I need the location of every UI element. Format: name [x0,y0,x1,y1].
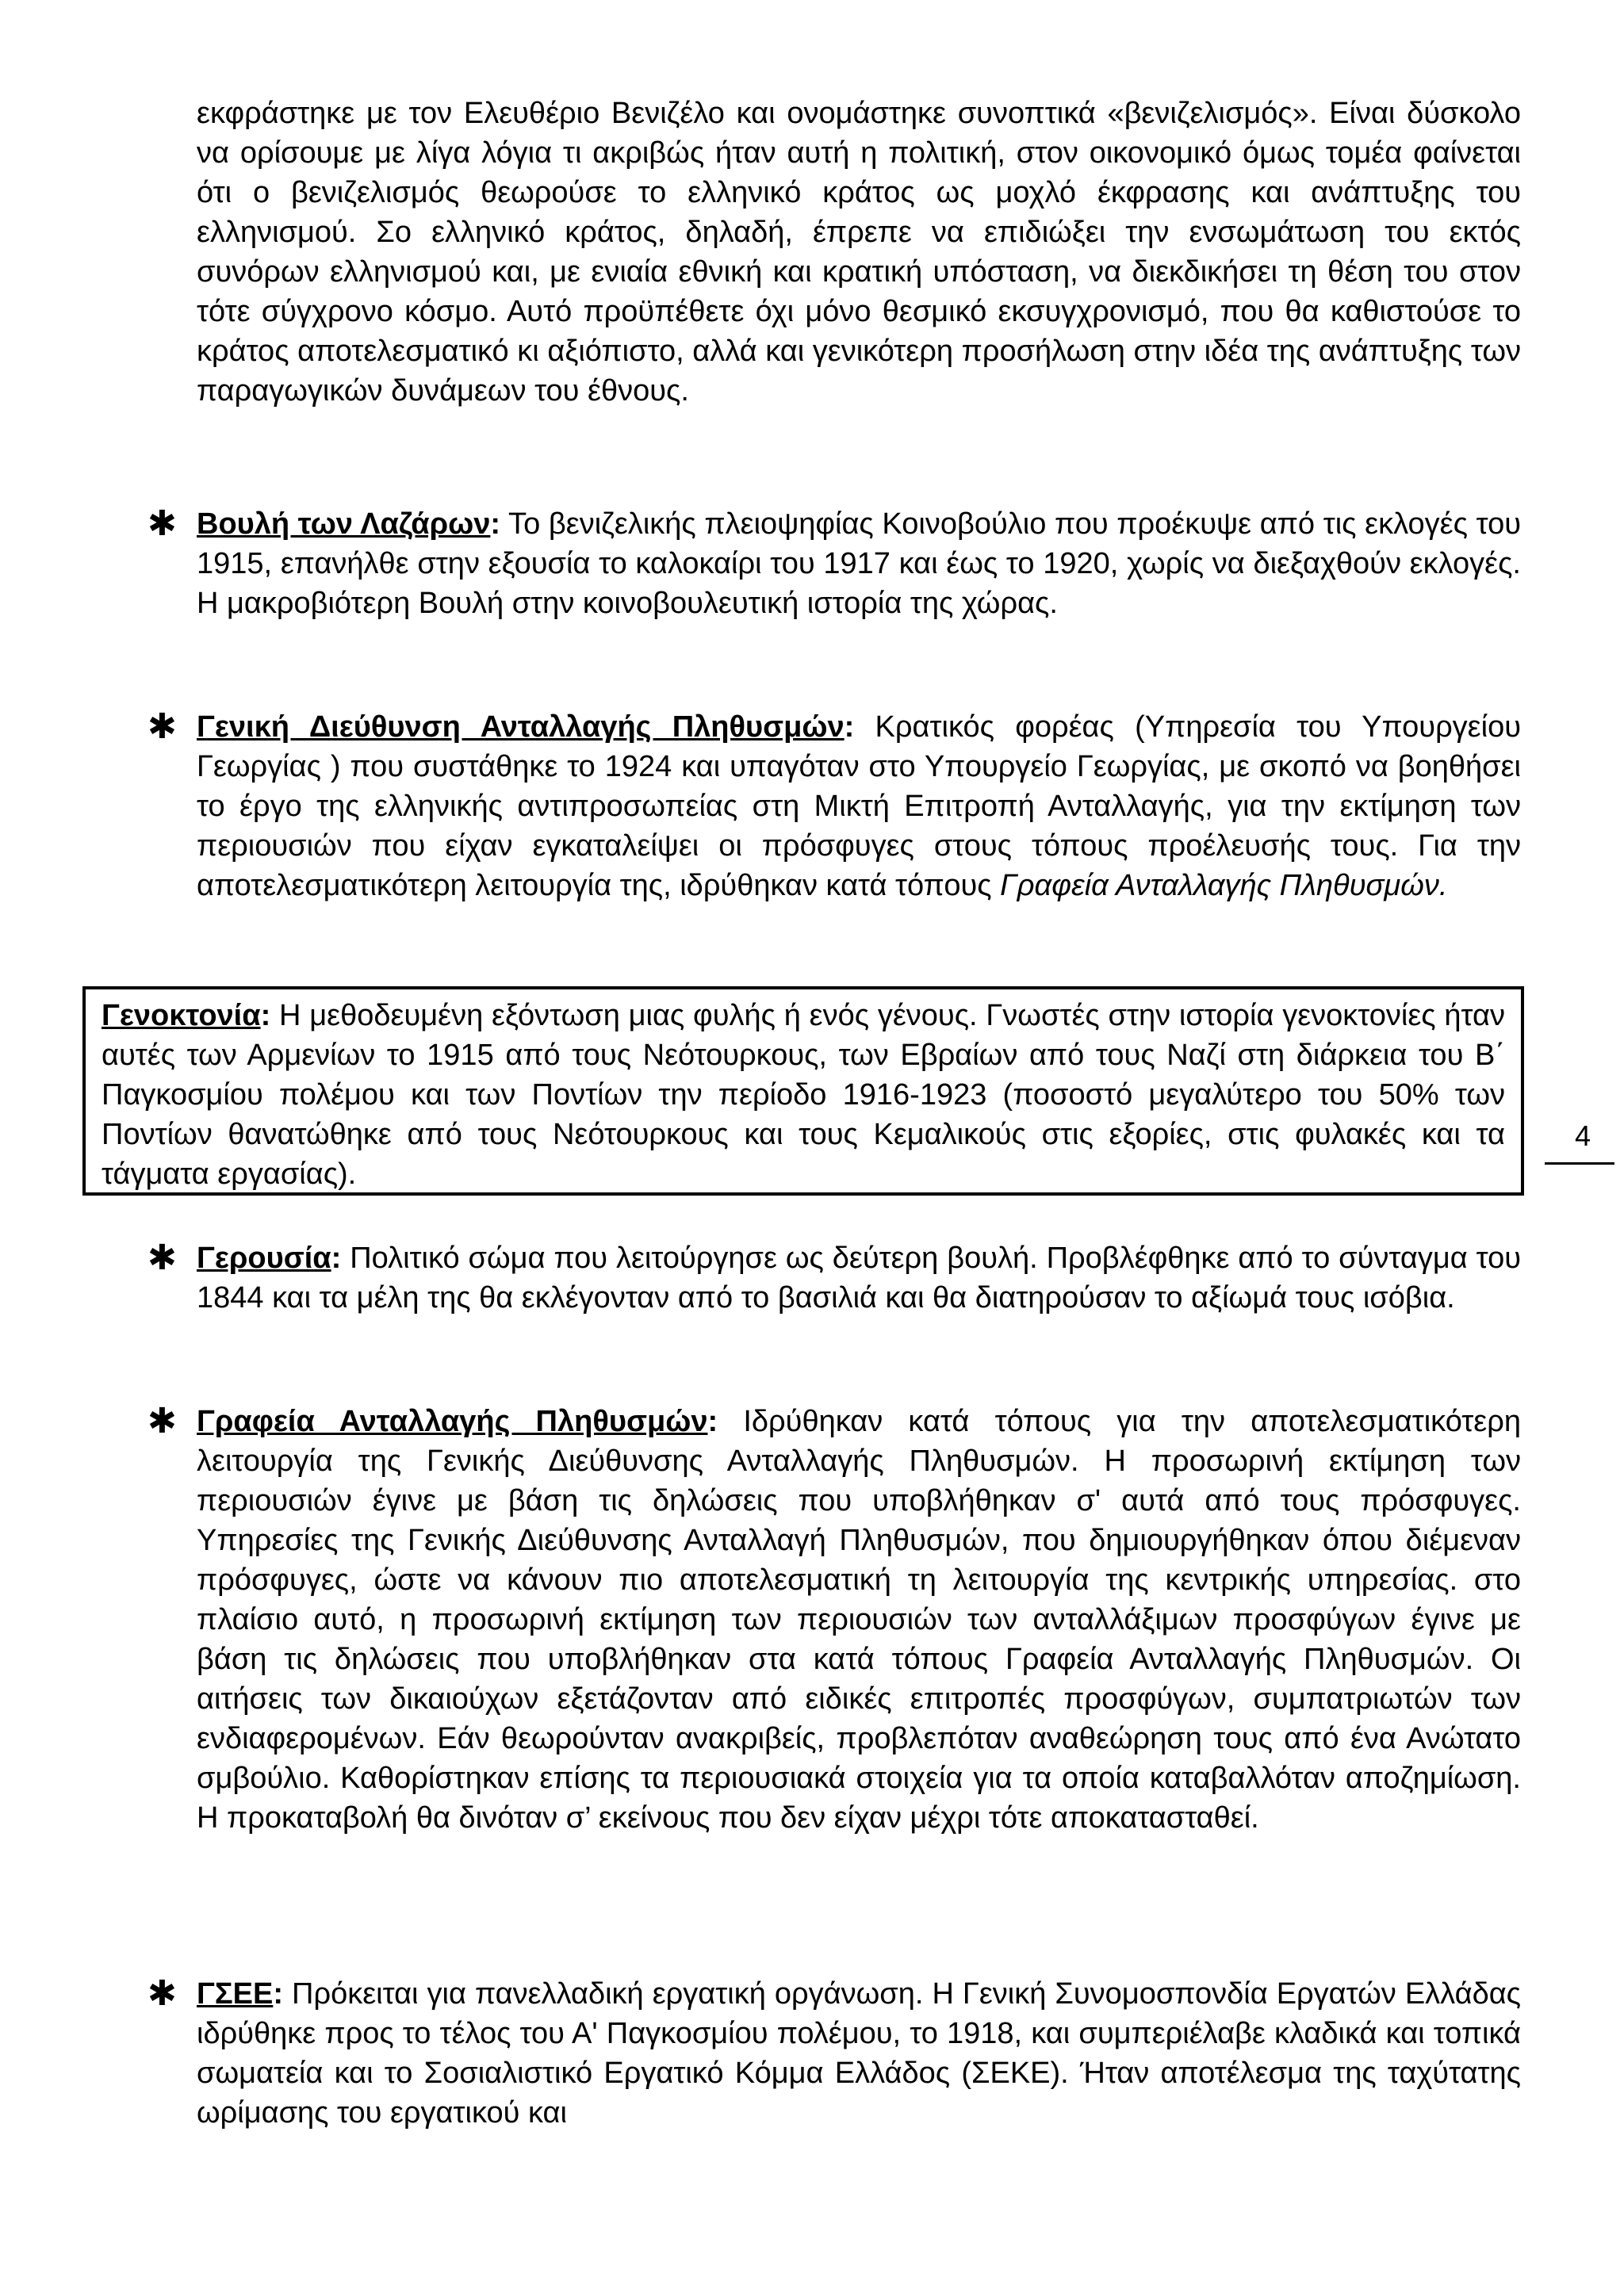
page-number-rule [1545,1162,1614,1165]
entry-term: Βουλή των Λαζάρων [197,507,491,541]
entry-term: Γενική Διεύθυνση Ανταλλαγής Πληθυσμών [197,710,845,744]
entry-definition: Πρόκειται για πανελλαδική εργατική οργάνωση. Η Γενική Συνομοσπονδία Εργατών Ελλάδας ιδρύθηκε προς το τέλος του Α' Παγκοσμίου πολέμου, το 1918, και συμπεριέλαβε κλαδικά και τοπικά σωματεία και το Σοσιαλιστικό Εργατικό Κόμμα Ελλάδος (ΣΕΚΕ). Ήταν αποτέλεσμα της ταχύτατης ωρίμασης του εργατικού και [197,1977,1521,2130]
asterisk-bullet-icon: ✱ [147,1238,177,1277]
genocide-definition-box [82,986,1524,1196]
entry-body [197,1238,1521,1318]
entry-body [197,1402,1521,1838]
intro-paragraph: εκφράστηκε με τον Ελευθέριο Βενιζέλο και ονομάστηκε συνοπτικά «βενιζελισμός». Είναι δύσκολο να ορίσουμε με λίγα λόγια τι ακριβώς ήταν αυτή η πολιτική, στον οικονομικό όμως τομέα φαίνεται ότι ο βενιζελισμός θεωρούσε το ελληνικό κράτος ως μοχλό έκφρασης και ανάπτυξης του ελληνισμού. Σο ελληνικό κράτος, δηλαδή, έπρεπε να επιδιώξει την ενσωμάτωση του εκτός συνόρων ελληνισμού και, με ενιαία εθνική και κρατική υπόσταση, να διεκδικήσει τη θέση του στον τότε σύγχρονο κόσμο. Αυτό προϋπέθετε όχι μόνο θεσμικό εκσυγχρονισμό, που θα καθιστούσε το κράτος αποτελεσματικό κι αξιόπιστο, αλλά και γενικότερη προσήλωση στην ιδέα της ανάπτυξης των παραγωγικών δυνάμεων του έθνους. [197,97,1521,408]
entry-colon: : [273,1977,283,2011]
entry-vouli-ton-lazaron [147,504,1521,623]
entry-colon: : [490,507,501,541]
box-term: Γενοκτονία [102,999,261,1032]
entry-body [197,1974,1521,2133]
entry-term: Γερουσία [197,1242,331,1275]
asterisk-bullet-icon: ✱ [147,1974,177,2013]
entry-grafeia-antallagis [147,1402,1521,1838]
box-colon: : [260,999,271,1032]
entry-body [197,504,1521,623]
entry-geniki-diefthynsi [147,707,1521,905]
entry-definition: Το βενιζελικής πλειοψηφίας Κοινοβούλιο που προέκυψε από τις εκλογές του 1915, επανήλθε στην εξουσία το καλοκαίρι του 1917 και έως το 1920, χωρίς να διεξαχθούν εκλογές. Η μακροβιότερη Βουλή στην κοινοβουλευτική ιστορία της χώρας. [197,507,1521,620]
entry-colon: : [844,710,855,744]
asterisk-bullet-icon: ✱ [147,1402,177,1441]
entry-definition: Ιδρύθηκαν κατά τόπους για την αποτελεσματικότερη λειτουργία της Γενικής Διεύθυνσης Ανταλλαγής Πληθυσμών. Η προσωρινή εκτίμηση των περιουσιών έγινε με βάση τις δηλώσεις που υποβλήθηκαν σ' αυτά από τους πρόσφυγες. Υπηρεσίες της Γενικής Διεύθυνσης Ανταλλαγή Πληθυσμών, που δημιουργήθηκαν όπου διέμεναν πρόσφυγες, ώστε να κάνουν πιο αποτελεσματική τη λειτουργία της κεντρικής υπηρεσίας. στο πλαίσιο αυτό, η προσωρινή εκτίμηση των περιουσιών των ανταλλάξιμων προσφύγων έγινε με βάση τις δηλώσεις που υποβλήθηκαν στα κατά τόπους Γραφεία Ανταλλαγής Πληθυσμών. Οι αιτήσεις των δικαιούχων εξετάζονταν από ειδικές επιτροπές προσφύγων, συμπατριωτών των ενδιαφερομένων. Εάν θεωρούνταν ανακριβείς, προβλεπόταν αναθεώρηση τους από ένα Ανώτατο σμβούλιο. Καθορίστηκαν επίσης τα περιουσιακά στοιχεία για τα οποία καταβαλλόταν αποζημίωση. Η προκαταβολή θα δινόταν σ’ εκείνους που δεν είχαν μέχρι τότε αποκατασταθεί. [197,1405,1521,1835]
entry-definition: Κρατικός φορέας (Υπηρεσία του Υπουργείου Γεωργίας ) που συστάθηκε το 1924 και υπαγόταν στο Υπουργείο Γεωργίας, με σκοπό να βοηθήσει το έργο της ελληνικής αντιπροσωπείας στη Μικτή Επιτροπή Ανταλλαγής, για την εκτίμηση των περιουσιών που είχαν εγκαταλείψει οι πρόσφυγες στους τόπους προέλευσής τους. Για την αποτελεσματικότερη λειτουργία της, ιδρύθηκαν κατά τόπους [197,710,1521,902]
entry-colon: : [707,1405,718,1438]
box-definition: Η μεθοδευμένη εξόντωση μιας φυλής ή ενός γένους. Γνωστές στην ιστορία γενοκτονίες ήταν αυτές των Αρμενίων το 1915 από τους Νεότουρκους, των Εβραίων από τους Ναζί στη διάρκεια του Β΄ Παγκοσμίου πολέμου και των Ποντίων την περίοδο 1916-1923 (ποσοστό μεγαλύτερο του 50% των Ποντίων θανατώθηκε από τους Νεότουρκους και τους Κεμαλικούς στις εξορίες, στις φυλακές και τα τάγματα εργασίας). [102,999,1505,1191]
entry-body [197,707,1521,905]
entry-term: ΓΣΕΕ [197,1977,274,2011]
entry-term: Γραφεία Ανταλλαγής Πληθυσμών [197,1405,708,1438]
entry-gerousia [147,1238,1521,1318]
entry-italic-reference: Γραφεία Ανταλλαγής Πληθυσμών. [1000,869,1448,902]
asterisk-bullet-icon: ✱ [147,504,177,543]
page-number: 4 [1574,1119,1591,1152]
entry-colon: : [331,1242,342,1275]
entry-definition: Πολιτικό σώμα που λειτούργησε ως δεύτερη βουλή. Προβλέφθηκε από το σύνταγμα του 1844 και τα μέλη της θα εκλέγονταν από το βασιλιά και θα διατηρούσαν το αξίωμά τους ισόβια. [197,1242,1521,1314]
entry-gsee [147,1974,1521,2133]
asterisk-bullet-icon: ✱ [147,707,177,746]
